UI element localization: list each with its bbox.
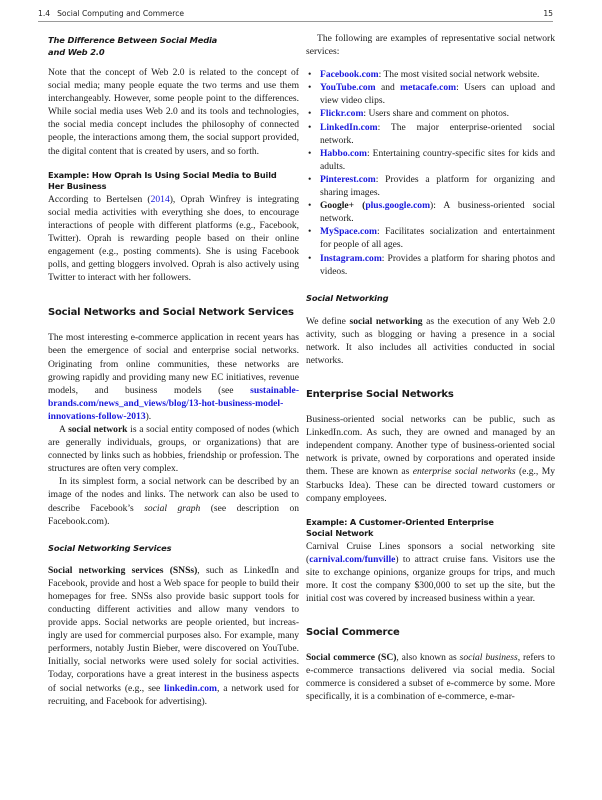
paragraph-social-networks-3 [48, 475, 299, 527]
text: : Users can upload and view video clips. [320, 82, 555, 107]
term-social-network: social network [68, 423, 128, 435]
heading-carnival-example [306, 517, 555, 540]
heading-line: The Difference Between Social Media [48, 35, 218, 45]
heading-line: Example: A Customer-Oriented Enterprise [306, 516, 494, 527]
text: is a social entity composed of nodes (which are generally individuals, groups, or organizations) that are connected by links such as hobbies, friendship or profession. The structures are often very complex. [48, 423, 300, 475]
citation-link[interactable]: 2014 [150, 193, 170, 205]
text: (see description on Facebook.com). [48, 502, 299, 527]
text: We define [306, 315, 350, 327]
heading-line: Her Business [48, 181, 107, 192]
service-link[interactable]: plus.google.com [365, 200, 431, 212]
bullet-icon: • [308, 121, 312, 133]
text: : The major enterprise-oriented social network. [320, 121, 555, 146]
list-item [306, 107, 555, 120]
text: as the execution of any Web 2.0 activity, such as blogging or having a presence in a social network. It also includes all activities conducted in social networks. [306, 315, 555, 366]
heading-sns: Social Networking Services [48, 542, 172, 553]
carnival-link[interactable]: carnival.com/funville [309, 553, 396, 565]
page-number: 15 [543, 9, 553, 18]
text: : The most visited social network website. [378, 69, 540, 81]
text: : Provides a platform for sharing photos and videos. [320, 252, 555, 277]
heading-line: Example: How Oprah Is Using Social Media to Build [48, 169, 277, 180]
bullet-icon: • [308, 147, 312, 159]
paragraph-social-networks-2 [48, 423, 299, 475]
paragraph-social-commerce [306, 651, 555, 703]
text: ) to attract cruise fans. Visitors use the site to exchange opinions, organize groups for trips, and much more. It cost the company $300,000 to set up the site, but the initial cost was covered by increased business within a year. [306, 553, 555, 605]
text: : Users share and comment on photos. [363, 108, 509, 120]
running-head-section [38, 9, 184, 18]
text: ). [145, 410, 152, 422]
term-social-networking: social networking [349, 315, 423, 327]
text: (e.g., My Starbucks Idea). These can be directed toward customers or company employees. [306, 466, 555, 504]
sustainablebrands-link[interactable]: sustainablebrands.com/news_and_views/blog/13-hot-business-model-innovations-follow-2013 [48, 384, 299, 422]
paragraph-carnival [306, 540, 555, 605]
running-head [38, 6, 553, 22]
text: In its simplest form, a social network can be described by an image of the nodes and links. The network can also be used to describe Facebook’s [48, 476, 299, 514]
service-link[interactable]: Pinterest.com [320, 173, 376, 185]
text: : Facilitates socialization and entertainment for people of all ages. [320, 226, 555, 251]
heading-difference [48, 34, 299, 58]
heading-line: Social Network [306, 528, 374, 539]
list-item [306, 199, 555, 225]
bullet-icon: • [308, 173, 312, 185]
service-link[interactable]: Flickr.com [320, 108, 364, 120]
text: Carnival Cruise Lines sponsors a social networking site ( [306, 540, 555, 565]
paragraph-oprah [48, 193, 299, 285]
text: : Entertaining country-specific sites for kids and adults. [320, 147, 555, 172]
term-enterprise-social-networks: enterprise social networks [412, 466, 516, 478]
paragraph-sns [48, 564, 299, 708]
service-link[interactable]: Habbo.com [320, 147, 367, 159]
list-item [306, 147, 555, 173]
text: Google+ ( [320, 200, 366, 212]
text: , such as LinkedIn and Facebook, provide and host a Web space for people to build their homepages for free. SNSs also provide basic support tools for conducting different activities and allow many vendors to provide apps. Social networks are people oriented, but increasingly are used for commercial purposes also. For example, many performers, notably Justin Bieber, were discovered on YouTube. Initially, social networks were used solely for social activities. Today, corporations have a great interest in the business aspects of social networks (e.g., see [48, 564, 299, 694]
term-sns: Social networking services (SNSs) [48, 564, 198, 576]
bullet-icon: • [308, 200, 312, 212]
linkedin-link[interactable]: linkedin.com [164, 682, 217, 694]
paragraph-intro: The following are examples of representative social network services: [306, 33, 555, 58]
section-number: 1.4 [38, 9, 51, 18]
text: ): A business-oriented social network. [320, 200, 555, 225]
heading-social-networks: Social Networks and Social Network Services [48, 307, 294, 319]
list-item [306, 252, 555, 278]
service-link[interactable]: Instagram.com [320, 252, 382, 264]
bullet-icon: • [308, 69, 312, 81]
bullet-icon: • [308, 252, 312, 264]
text: ), Oprah Winfrey is integrating social media activities with everything she does, to encourage interactions of people with different platforms (e.g., Facebook, Twitter). Oprah is rewarding people based on their online engagement (e.g., posting comments). She is using Facebook polls, and getting bloggers involved. Oprah is also actively using Twitter to interact with her followers. [48, 193, 299, 284]
text: According to Bertelsen ( [48, 193, 151, 205]
service-link[interactable]: LinkedIn.com [320, 121, 378, 133]
section-title: Social Computing and Commerce [57, 9, 185, 18]
services-list [306, 68, 555, 278]
service-link[interactable]: YouTube.com [320, 82, 376, 94]
bullet-icon: • [308, 108, 312, 120]
text: A [59, 423, 69, 435]
term-social-graph: social graph [144, 502, 201, 514]
list-item [306, 68, 555, 81]
right-column [306, 30, 555, 704]
list-item [306, 225, 555, 251]
bullet-icon: • [308, 82, 312, 94]
service-link[interactable]: metacafe.com [400, 82, 457, 94]
list-item [306, 121, 555, 147]
text: , refers to e-commerce transactions delivered via social media. Social commerce is considered a subset of e-commerce by some. More specifically, it is a combination of e-commerce, e-mar- [306, 652, 555, 703]
text: The most interesting e-commerce application in recent years has been the emergence of social and enterprise social networks. Originating from online communities, these networks are growing rapidly and providing many new EC initiatives, revenue models, and business models (see [48, 332, 299, 396]
service-link[interactable]: MySpace.com [320, 226, 378, 238]
paragraph-social-networks-1 [48, 331, 299, 423]
bullet-icon: • [308, 226, 312, 238]
list-item [306, 81, 555, 107]
heading-social-networking: Social Networking [306, 292, 389, 303]
heading-line: and Web 2.0 [48, 47, 105, 57]
text: Business-oriented social networks can be public, such as LinkedIn.com. As such, they are owned and managed by an independent company. Another type of business-oriented social network is private, owned by corporations and operated inside them. These are known as [306, 414, 555, 478]
list-item [306, 173, 555, 199]
text: , also known as [396, 652, 460, 664]
service-link[interactable]: Facebook.com [320, 69, 379, 81]
heading-enterprise: Enterprise Social Networks [306, 389, 454, 401]
text: : Provides a platform for organizing and sharing images. [320, 173, 555, 199]
term-social-commerce: Social commerce (SC) [306, 652, 397, 664]
text: and [375, 82, 401, 94]
term-social-business: social business [459, 652, 518, 664]
paragraph-social-networking [306, 315, 555, 367]
left-column [48, 30, 299, 708]
heading-social-commerce: Social Commerce [306, 627, 400, 639]
paragraph-enterprise [306, 413, 555, 505]
paragraph-difference: Note that the concept of Web 2.0 is related to the concept of social media; many people equate the two terms and use them interchangeably. However, some people point to the differences. While social media uses Web 2.0 and its tools and technologies, the social media concept includes the philosophy of connected people, the interactions among them, the social support provided, the digital content that is created by users, and so forth. [48, 67, 299, 157]
heading-oprah-example [48, 170, 299, 193]
text: , a network used for recruiting, and Facebook for advertising). [48, 682, 299, 707]
